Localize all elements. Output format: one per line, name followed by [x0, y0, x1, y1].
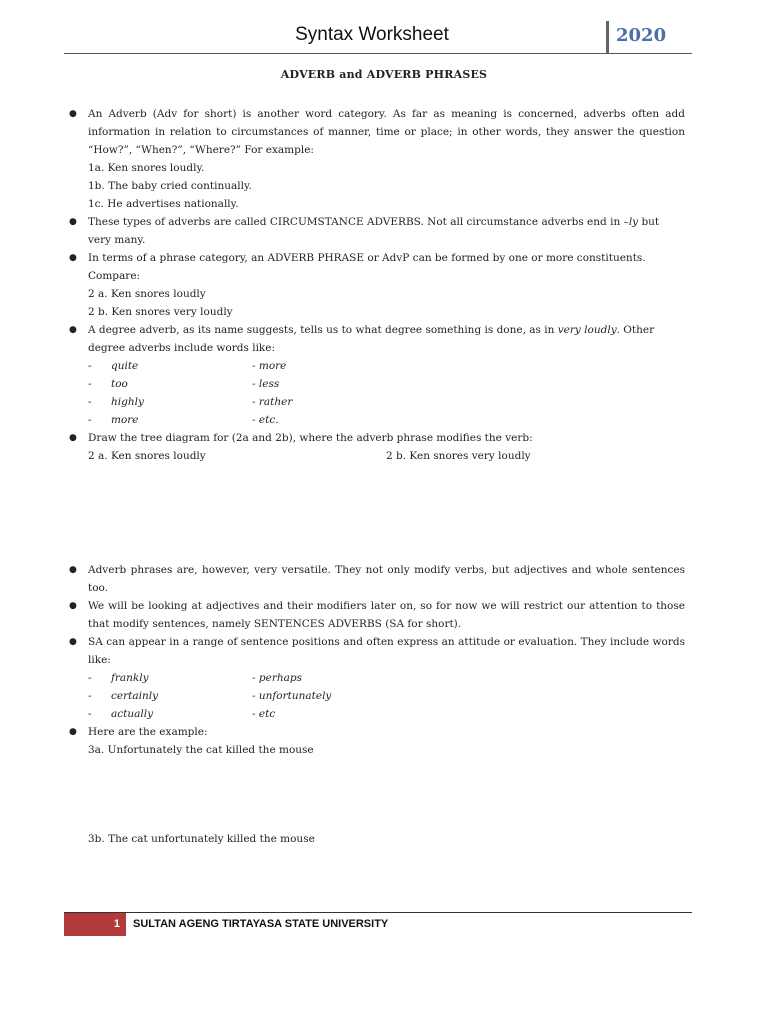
bullet-icon: ●: [69, 565, 77, 575]
paragraph-text-end: but very many.: [88, 216, 660, 246]
example-1b: 1b. The baby cried continually.: [88, 180, 252, 192]
list-dash: -: [88, 396, 92, 408]
list-dash: -: [88, 414, 92, 426]
sa-word-actually: actually: [111, 708, 154, 720]
paragraph-text: A degree adverb, as its name suggests, tells us to what degree something is done, as in: [88, 324, 558, 336]
paragraph-circumstance-adverbs: [69, 213, 685, 249]
list-dash: -: [88, 360, 92, 372]
page-number: 1: [64, 913, 126, 936]
footer-university: SULTAN AGENG TIRTAYASA STATE UNIVERSITY: [133, 918, 389, 930]
compare-label: Compare:: [88, 270, 141, 282]
sa-word-unfortunately: - unfortunately: [252, 690, 332, 702]
paragraph-text: These types of adverbs are called CIRCUMSTANCE ADVERBS. Not all circumstance adverbs end in: [88, 216, 624, 228]
degree-word-etc: - etc.: [252, 414, 279, 426]
degree-word-quite: quite: [111, 360, 139, 372]
example-2a: 2 a. Ken snores loudly: [88, 288, 206, 300]
worksheet-title: Syntax Worksheet: [295, 24, 449, 45]
paragraph-text: SA can appear in a range of sentence positions and often express an attitude or evaluation. They include words like:: [88, 636, 685, 666]
example-1a: 1a. Ken snores loudly.: [88, 162, 205, 174]
paragraph-text: Here are the example:: [88, 726, 208, 738]
degree-word-more-2: more: [111, 414, 139, 426]
header-divider: [606, 21, 609, 54]
list-dash: -: [88, 690, 92, 702]
paragraph-versatile: [69, 561, 685, 597]
list-dash: -: [88, 672, 92, 684]
paragraph-adverb-phrase: [69, 249, 685, 267]
bullet-icon: ●: [69, 217, 77, 227]
paragraph-text: We will be looking at adjectives and their modifiers later on, so for now we will restrict our attention to those that modify sentences, namely SENTENCES ADVERBS (SA for short).: [88, 600, 685, 630]
paragraph-text: Draw the tree diagram for (2a and 2b), where the adverb phrase modifies the verb:: [88, 432, 533, 444]
bullet-icon: ●: [69, 601, 77, 611]
bullet-icon: ●: [69, 253, 77, 263]
paragraph-text-end: . Other degree adverbs include words like:: [88, 324, 655, 354]
paragraph-examples: [69, 723, 685, 741]
sa-word-etc: - etc: [252, 708, 276, 720]
example-1c: 1c. He advertises nationally.: [88, 198, 239, 210]
paragraph-text: In terms of a phrase category, an ADVERB PHRASE or AdvP can be formed by one or more constituents.: [88, 252, 646, 264]
footer-rule: [64, 912, 692, 913]
tree-example-2b: 2 b. Ken snores very loudly: [386, 450, 531, 462]
header-year: 2020: [616, 25, 667, 46]
paragraph-degree-adverb: [69, 321, 685, 357]
degree-word-too: too: [111, 378, 128, 390]
degree-word-highly: highly: [111, 396, 144, 408]
sa-word-certainly: certainly: [111, 690, 159, 702]
emphasis-very-loudly: very loudly: [557, 324, 617, 336]
sa-word-frankly: frankly: [111, 672, 149, 684]
bullet-icon: ●: [69, 637, 77, 647]
list-dash: -: [88, 378, 92, 390]
bullet-icon: ●: [69, 109, 77, 119]
example-3b: 3b. The cat unfortunately killed the mouse: [88, 833, 315, 845]
paragraph-text: Adverb phrases are, however, very versatile. They not only modify verbs, but adjectives and whole sentences too.: [88, 564, 685, 594]
bullet-icon: ●: [69, 727, 77, 737]
example-2b: 2 b. Ken snores very loudly: [88, 306, 233, 318]
tree-example-2a: 2 a. Ken snores loudly: [88, 450, 206, 462]
degree-word-less: - less: [252, 378, 280, 390]
example-3a: 3a. Unfortunately the cat killed the mouse: [88, 744, 314, 756]
bullet-icon: ●: [69, 433, 77, 443]
header-rule: [64, 53, 692, 54]
paragraph-adverb-definition: [69, 105, 685, 159]
paragraph-tree-diagram: [69, 429, 685, 447]
degree-word-rather: - rather: [252, 396, 293, 408]
suffix-ly: –ly: [623, 216, 639, 228]
paragraph-text: An Adverb (Adv for short) is another word category. As far as meaning is concerned, adverbs often add information in relation to circumstances of manner, time or place; in other words, they answer the question “How?”, “When?”, “Where?” For example:: [88, 108, 685, 156]
sa-word-perhaps: - perhaps: [252, 672, 302, 684]
degree-word-more: - more: [252, 360, 287, 372]
paragraph-sa-positions: [69, 633, 685, 669]
bullet-icon: ●: [69, 325, 77, 335]
list-dash: -: [88, 708, 92, 720]
paragraph-sentence-adverbs: [69, 597, 685, 633]
section-title: ADVERB and ADVERB PHRASES: [280, 68, 488, 81]
